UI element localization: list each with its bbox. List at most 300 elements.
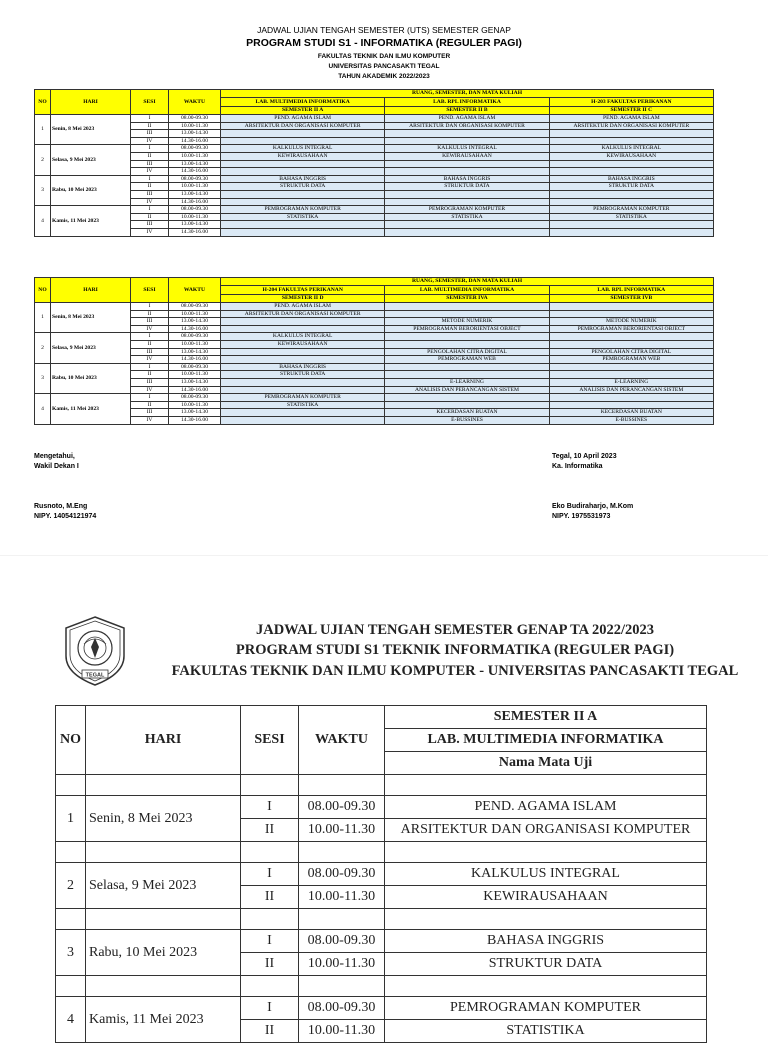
spacer-cell — [56, 775, 86, 796]
row-day: Rabu, 10 Mei 2023 — [51, 175, 131, 205]
row-session: I — [131, 206, 169, 214]
row-time: 08.00-09.30 — [169, 363, 221, 371]
course-cell — [221, 160, 385, 168]
row-no: 1 — [35, 115, 51, 145]
spacer-cell — [241, 775, 299, 796]
room-header: LAB. RPL INFORMATIKA — [549, 286, 713, 294]
table-row — [35, 333, 714, 341]
row-session: II — [131, 183, 169, 191]
course-cell — [221, 130, 385, 138]
course-cell: E-LEARNING — [549, 378, 713, 386]
course-cell — [221, 168, 385, 176]
spacer-row — [56, 909, 707, 930]
course-cell — [221, 325, 385, 333]
row-no: 2 — [35, 145, 51, 175]
course-cell: PEND. AGAMA ISLAM — [221, 115, 385, 123]
course-cell — [221, 356, 385, 364]
table-row — [35, 394, 714, 402]
row-session: II — [131, 371, 169, 379]
row-session: IV — [131, 386, 169, 394]
table-row — [35, 115, 714, 123]
course-cell: PEMROGRAMAN BERORIENTASI OBJECT — [549, 325, 713, 333]
row-session: I — [241, 796, 299, 819]
bottom-title-line3: FAKULTAS TEKNIK DAN ILMU KOMPUTER - UNIVERSITAS PANCASAKTI TEGAL — [171, 663, 739, 679]
spacer-cell — [299, 775, 385, 796]
row-time: 10.00-11.30 — [299, 953, 385, 976]
course-cell: PEMROGRAMAN WEB — [385, 356, 549, 364]
row-day: Rabu, 10 Mei 2023 — [86, 930, 241, 976]
table-row — [35, 221, 714, 229]
course-cell: PEMROGRAMAN KOMPUTER — [549, 206, 713, 214]
spacer-cell — [86, 775, 241, 796]
table-row — [56, 863, 707, 886]
course-cell — [221, 228, 385, 236]
course-cell: KALKULUS INTEGRAL — [549, 145, 713, 153]
course-cell — [385, 198, 549, 206]
row-day: Senin, 8 Mei 2023 — [86, 796, 241, 842]
row-session: I — [131, 145, 169, 153]
table-row — [35, 198, 714, 206]
row-no: 3 — [35, 175, 51, 205]
course-cell: PENGOLAHAN CITRA DIGITAL — [549, 348, 713, 356]
course-cell: PEMROGRAMAN KOMPUTER — [385, 997, 707, 1020]
course-cell — [385, 363, 549, 371]
page-divider — [0, 555, 768, 556]
table-row — [35, 378, 714, 386]
col-no: NO — [35, 90, 51, 115]
table-row — [35, 356, 714, 364]
course-cell: ARSITEKTUR DAN ORGANISASI KOMPUTER — [549, 122, 713, 130]
spacer-cell — [385, 775, 707, 796]
table-row — [35, 363, 714, 371]
table-row — [35, 348, 714, 356]
course-cell — [385, 310, 549, 318]
course-cell: KALKULUS INTEGRAL — [385, 863, 707, 886]
course-cell: KALKULUS INTEGRAL — [385, 145, 549, 153]
course-cell: ANALISIS DAN PERANCANGAN SISTEM — [549, 386, 713, 394]
row-day: Senin, 8 Mei 2023 — [51, 115, 131, 145]
row-day: Kamis, 11 Mei 2023 — [51, 206, 131, 236]
row-session: II — [131, 340, 169, 348]
col-sesi: SESI — [241, 706, 299, 775]
row-session: II — [241, 953, 299, 976]
schedule-table-semester-2a-body — [56, 706, 707, 1043]
spacer-cell — [299, 842, 385, 863]
course-cell — [549, 363, 713, 371]
course-cell: STRUKTUR DATA — [385, 953, 707, 976]
table-row — [35, 213, 714, 221]
course-cell — [385, 340, 549, 348]
course-cell — [221, 378, 385, 386]
course-cell: E-BUSSINES — [549, 416, 713, 424]
course-cell: PEMROGRAMAN WEB — [549, 356, 713, 364]
table-row — [35, 228, 714, 236]
doc-title-line1: JADWAL UJIAN TENGAH SEMESTER (UTS) SEMESTER GENAP — [257, 25, 511, 35]
spacer-cell — [241, 909, 299, 930]
table-row — [56, 796, 707, 819]
course-cell: KEWIRAUSAHAAN — [549, 152, 713, 160]
course-cell: PEMROGRAMAN KOMPUTER — [221, 394, 385, 402]
row-session: I — [241, 863, 299, 886]
course-cell — [385, 303, 549, 311]
signature-right-line2: Ka. Informatika — [552, 463, 603, 470]
course-cell: STATISTIKA — [221, 401, 385, 409]
row-day: Kamis, 11 Mei 2023 — [86, 997, 241, 1043]
row-session: I — [131, 394, 169, 402]
row-session: I — [131, 175, 169, 183]
doc-title-university: UNIVERSITAS PANCASAKTI TEGAL — [328, 63, 440, 70]
col-no: NO — [35, 278, 51, 303]
table-row — [35, 137, 714, 145]
course-cell — [385, 394, 549, 402]
course-cell: STATISTIKA — [549, 213, 713, 221]
col-ruang: RUANG, SEMESTER, DAN MATA KULIAH — [221, 90, 714, 98]
row-session: III — [131, 378, 169, 386]
row-time: 08.00-09.30 — [169, 303, 221, 311]
row-time: 13.00-14.30 — [169, 409, 221, 417]
row-session: IV — [131, 168, 169, 176]
row-day: Selasa, 9 Mei 2023 — [51, 145, 131, 175]
row-time: 10.00-11.30 — [299, 819, 385, 842]
course-cell — [221, 198, 385, 206]
row-time: 10.00-11.30 — [299, 886, 385, 909]
schedule-table-1-body — [35, 115, 714, 237]
course-cell: BAHASA INGGRIS — [385, 175, 549, 183]
course-cell — [549, 160, 713, 168]
row-no: 3 — [35, 363, 51, 393]
row-time: 14.30-16.00 — [169, 228, 221, 236]
row-time: 10.00-11.30 — [169, 183, 221, 191]
spacer-row — [56, 775, 707, 796]
row-no: 1 — [35, 303, 51, 333]
row-time: 08.00-09.30 — [299, 863, 385, 886]
col-no: NO — [56, 706, 86, 775]
course-cell — [221, 348, 385, 356]
row-no: 4 — [56, 997, 86, 1043]
table-row — [35, 145, 714, 153]
table-row — [56, 997, 707, 1020]
table-row — [35, 409, 714, 417]
spacer-cell — [241, 842, 299, 863]
course-cell: PEMROGRAMAN KOMPUTER — [385, 206, 549, 214]
col-sesi: SESI — [131, 90, 169, 115]
course-cell — [221, 137, 385, 145]
row-time: 10.00-11.30 — [169, 401, 221, 409]
course-cell — [385, 190, 549, 198]
course-cell: ARSITEKTUR DAN ORGANISASI KOMPUTER — [385, 122, 549, 130]
logo-caption: TEGAL — [85, 672, 105, 679]
row-time: 14.30-16.00 — [169, 137, 221, 145]
course-cell — [549, 198, 713, 206]
course-cell: STRUKTUR DATA — [385, 183, 549, 191]
course-cell: BAHASA INGGRIS — [221, 363, 385, 371]
spacer-cell — [385, 909, 707, 930]
table-row — [35, 160, 714, 168]
row-session: IV — [131, 198, 169, 206]
row-session: II — [241, 886, 299, 909]
course-cell: PEMROGRAMAN BERORIENTASI OBJECT — [385, 325, 549, 333]
doc-title-academic-year: TAHUN AKADEMIK 2022/2023 — [338, 73, 430, 80]
row-time: 13.00-14.30 — [169, 378, 221, 386]
semester-header: SEMESTER IVB — [549, 294, 713, 302]
course-cell — [385, 160, 549, 168]
table-row — [35, 122, 714, 130]
course-cell: METODE NUMERIK — [385, 318, 549, 326]
table-row — [35, 386, 714, 394]
table-row — [35, 325, 714, 333]
room-header: LAB. MULTIMEDIA INFORMATIKA — [385, 286, 549, 294]
row-session: IV — [131, 137, 169, 145]
col-waktu: WAKTU — [169, 278, 221, 303]
spacer-cell — [299, 909, 385, 930]
spacer-cell — [86, 909, 241, 930]
row-time: 10.00-11.30 — [169, 213, 221, 221]
row-time: 14.30-16.00 — [169, 325, 221, 333]
spacer-row — [56, 842, 707, 863]
signature-right — [552, 452, 633, 522]
course-cell — [549, 168, 713, 176]
col-sesi: SESI — [131, 278, 169, 303]
row-no: 2 — [56, 863, 86, 909]
table-row — [35, 318, 714, 326]
course-cell — [385, 168, 549, 176]
course-cell: PENGOLAHAN CITRA DIGITAL — [385, 348, 549, 356]
row-time: 14.30-16.00 — [169, 198, 221, 206]
row-session: III — [131, 221, 169, 229]
spacer-cell — [86, 842, 241, 863]
room-header: H-203 FAKULTAS PERIKANAN — [549, 98, 713, 106]
row-time: 13.00-14.30 — [169, 348, 221, 356]
course-cell — [549, 130, 713, 138]
spacer-cell — [299, 976, 385, 997]
course-cell — [549, 221, 713, 229]
room-header: H-204 FAKULTAS PERIKANAN — [221, 286, 385, 294]
row-time: 10.00-11.30 — [169, 310, 221, 318]
signature-right-date: Tegal, 10 April 2023 — [552, 453, 617, 460]
university-logo-icon — [58, 614, 132, 688]
row-session: IV — [131, 228, 169, 236]
course-cell: STATISTIKA — [221, 213, 385, 221]
row-day: Selasa, 9 Mei 2023 — [51, 333, 131, 363]
row-session: IV — [131, 416, 169, 424]
col-waktu: WAKTU — [299, 706, 385, 775]
course-cell: KECERDASAN BUATAN — [385, 409, 549, 417]
course-cell — [549, 401, 713, 409]
signature-left-nipy: NIPY. 14054121974 — [34, 513, 97, 520]
bottom-title-line1: JADWAL UJIAN TENGAH SEMESTER GENAP TA 2022/2023 — [255, 622, 655, 638]
course-cell: ARSITEKTUR DAN ORGANISASI KOMPUTER — [385, 819, 707, 842]
course-cell: KALKULUS INTEGRAL — [221, 145, 385, 153]
row-time: 14.30-16.00 — [169, 168, 221, 176]
course-cell: BAHASA INGGRIS — [385, 930, 707, 953]
row-no: 2 — [35, 333, 51, 363]
row-session: II — [131, 401, 169, 409]
col-hari: HARI — [86, 706, 241, 775]
spacer-cell — [56, 976, 86, 997]
course-cell: ANALISIS DAN PERANCANGAN SISTEM — [385, 386, 549, 394]
row-no: 4 — [35, 394, 51, 424]
course-cell — [221, 386, 385, 394]
row-time: 08.00-09.30 — [169, 333, 221, 341]
doc-title-program: PROGRAM STUDI S1 - INFORMATIKA (REGULER PAGI) — [246, 37, 522, 49]
course-cell: PEND. AGAMA ISLAM — [385, 115, 549, 123]
course-cell — [549, 394, 713, 402]
signature-left-name: Rusnoto, M.Eng — [34, 503, 88, 510]
course-cell: PEMROGRAMAN KOMPUTER — [221, 206, 385, 214]
table-row — [35, 152, 714, 160]
row-time: 13.00-14.30 — [169, 318, 221, 326]
course-cell: STRUKTUR DATA — [221, 371, 385, 379]
row-time: 08.00-09.30 — [169, 206, 221, 214]
table-row — [35, 416, 714, 424]
table-row — [35, 340, 714, 348]
schedule-table-semester-2a — [55, 705, 707, 1043]
course-cell: BAHASA INGGRIS — [221, 175, 385, 183]
course-cell: E-BUSSINES — [385, 416, 549, 424]
course-cell — [549, 340, 713, 348]
row-time: 08.00-09.30 — [299, 796, 385, 819]
col-hari: HARI — [51, 90, 131, 115]
row-session: III — [131, 130, 169, 138]
row-time: 08.00-09.30 — [169, 145, 221, 153]
course-cell: STATISTIKA — [385, 213, 549, 221]
row-session: II — [131, 310, 169, 318]
row-session: I — [241, 930, 299, 953]
course-cell: STATISTIKA — [385, 1020, 707, 1043]
course-cell — [549, 228, 713, 236]
bottom-title-line2: PROGRAM STUDI S1 TEKNIK INFORMATIKA (REGULER PAGI) — [235, 642, 675, 658]
course-cell: BAHASA INGGRIS — [549, 175, 713, 183]
signature-right-nipy: NIPY. 1975531973 — [552, 513, 611, 520]
row-session: II — [131, 122, 169, 130]
course-cell: PEND. AGAMA ISLAM — [221, 303, 385, 311]
row-time: 14.30-16.00 — [169, 386, 221, 394]
course-cell — [549, 310, 713, 318]
col-hari: HARI — [51, 278, 131, 303]
course-cell — [549, 303, 713, 311]
row-session: III — [131, 348, 169, 356]
course-cell: ARSITEKTUR DAN ORGANISASI KOMPUTER — [221, 310, 385, 318]
room-header: LAB. RPL INFORMATIKA — [385, 98, 549, 106]
row-session: I — [131, 363, 169, 371]
row-session: III — [131, 190, 169, 198]
course-cell — [385, 371, 549, 379]
row-no: 1 — [56, 796, 86, 842]
signature-right-name: Eko Budiraharjo, M.Kom — [552, 503, 634, 510]
row-session: IV — [131, 356, 169, 364]
col-waktu: WAKTU — [169, 90, 221, 115]
course-cell — [221, 416, 385, 424]
table-row — [35, 371, 714, 379]
signature-left-line2: Wakil Dekan I — [34, 463, 79, 470]
row-time: 08.00-09.30 — [169, 115, 221, 123]
table-row — [35, 310, 714, 318]
row-time: 10.00-11.30 — [169, 340, 221, 348]
row-time: 14.30-16.00 — [169, 356, 221, 364]
table-row — [35, 303, 714, 311]
course-cell — [385, 130, 549, 138]
row-session: III — [131, 409, 169, 417]
row-time: 08.00-09.30 — [169, 175, 221, 183]
row-session: III — [131, 160, 169, 168]
row-no: 3 — [56, 930, 86, 976]
col-ruang: RUANG, SEMESTER, DAN MATA KULIAH — [221, 278, 714, 286]
row-session: III — [131, 318, 169, 326]
row-session: IV — [131, 325, 169, 333]
row-session: II — [241, 1020, 299, 1043]
spacer-row — [56, 976, 707, 997]
row-session: I — [241, 997, 299, 1020]
row-time: 08.00-09.30 — [169, 394, 221, 402]
course-cell: KEWIRAUSAHAAN — [385, 886, 707, 909]
table-row — [35, 168, 714, 176]
course-cell: STRUKTUR DATA — [549, 183, 713, 191]
row-time: 10.00-11.30 — [299, 1020, 385, 1043]
signature-left-line1: Mengetahui, — [34, 453, 75, 460]
table-row — [35, 130, 714, 138]
course-cell: KECERDASAN BUATAN — [549, 409, 713, 417]
course-cell — [549, 371, 713, 379]
course-cell: METODE NUMERIK — [549, 318, 713, 326]
spacer-cell — [385, 976, 707, 997]
course-cell — [549, 137, 713, 145]
row-time: 13.00-14.30 — [169, 130, 221, 138]
spacer-cell — [56, 909, 86, 930]
row-time: 08.00-09.30 — [299, 997, 385, 1020]
row-session: I — [131, 115, 169, 123]
row-day: Rabu, 10 Mei 2023 — [51, 363, 131, 393]
course-cell — [385, 333, 549, 341]
course-cell — [221, 409, 385, 417]
row-time: 10.00-11.30 — [169, 152, 221, 160]
semester-header: SEMESTER II A — [221, 106, 385, 114]
course-cell: PEND. AGAMA ISLAM — [549, 115, 713, 123]
semester-header: SEMESTER II C — [549, 106, 713, 114]
schedule-table-2-body — [35, 303, 714, 425]
course-cell — [221, 190, 385, 198]
row-time: 13.00-14.30 — [169, 160, 221, 168]
room-header: LAB. MULTIMEDIA INFORMATIKA — [385, 729, 707, 752]
semester-header: SEMESTER IVA — [385, 294, 549, 302]
row-time: 13.00-14.30 — [169, 221, 221, 229]
course-cell: PEND. AGAMA ISLAM — [385, 796, 707, 819]
row-day: Selasa, 9 Mei 2023 — [86, 863, 241, 909]
row-session: I — [131, 333, 169, 341]
course-cell — [385, 401, 549, 409]
row-session: II — [131, 152, 169, 160]
course-cell — [385, 137, 549, 145]
semester-header: SEMESTER II D — [221, 294, 385, 302]
table-row — [35, 190, 714, 198]
table-row — [56, 930, 707, 953]
row-session: II — [241, 819, 299, 842]
signature-left — [34, 452, 96, 522]
row-time: 10.00-11.30 — [169, 122, 221, 130]
course-cell — [221, 221, 385, 229]
table-row — [35, 206, 714, 214]
row-time: 10.00-11.30 — [169, 371, 221, 379]
course-cell — [385, 228, 549, 236]
row-session: II — [131, 213, 169, 221]
course-cell: KEWIRAUSAHAAN — [221, 152, 385, 160]
course-cell — [221, 318, 385, 326]
course-cell — [385, 221, 549, 229]
course-cell — [549, 190, 713, 198]
course-cell: KALKULUS INTEGRAL — [221, 333, 385, 341]
course-cell: STRUKTUR DATA — [221, 183, 385, 191]
course-cell: KEWIRAUSAHAAN — [221, 340, 385, 348]
spacer-cell — [241, 976, 299, 997]
